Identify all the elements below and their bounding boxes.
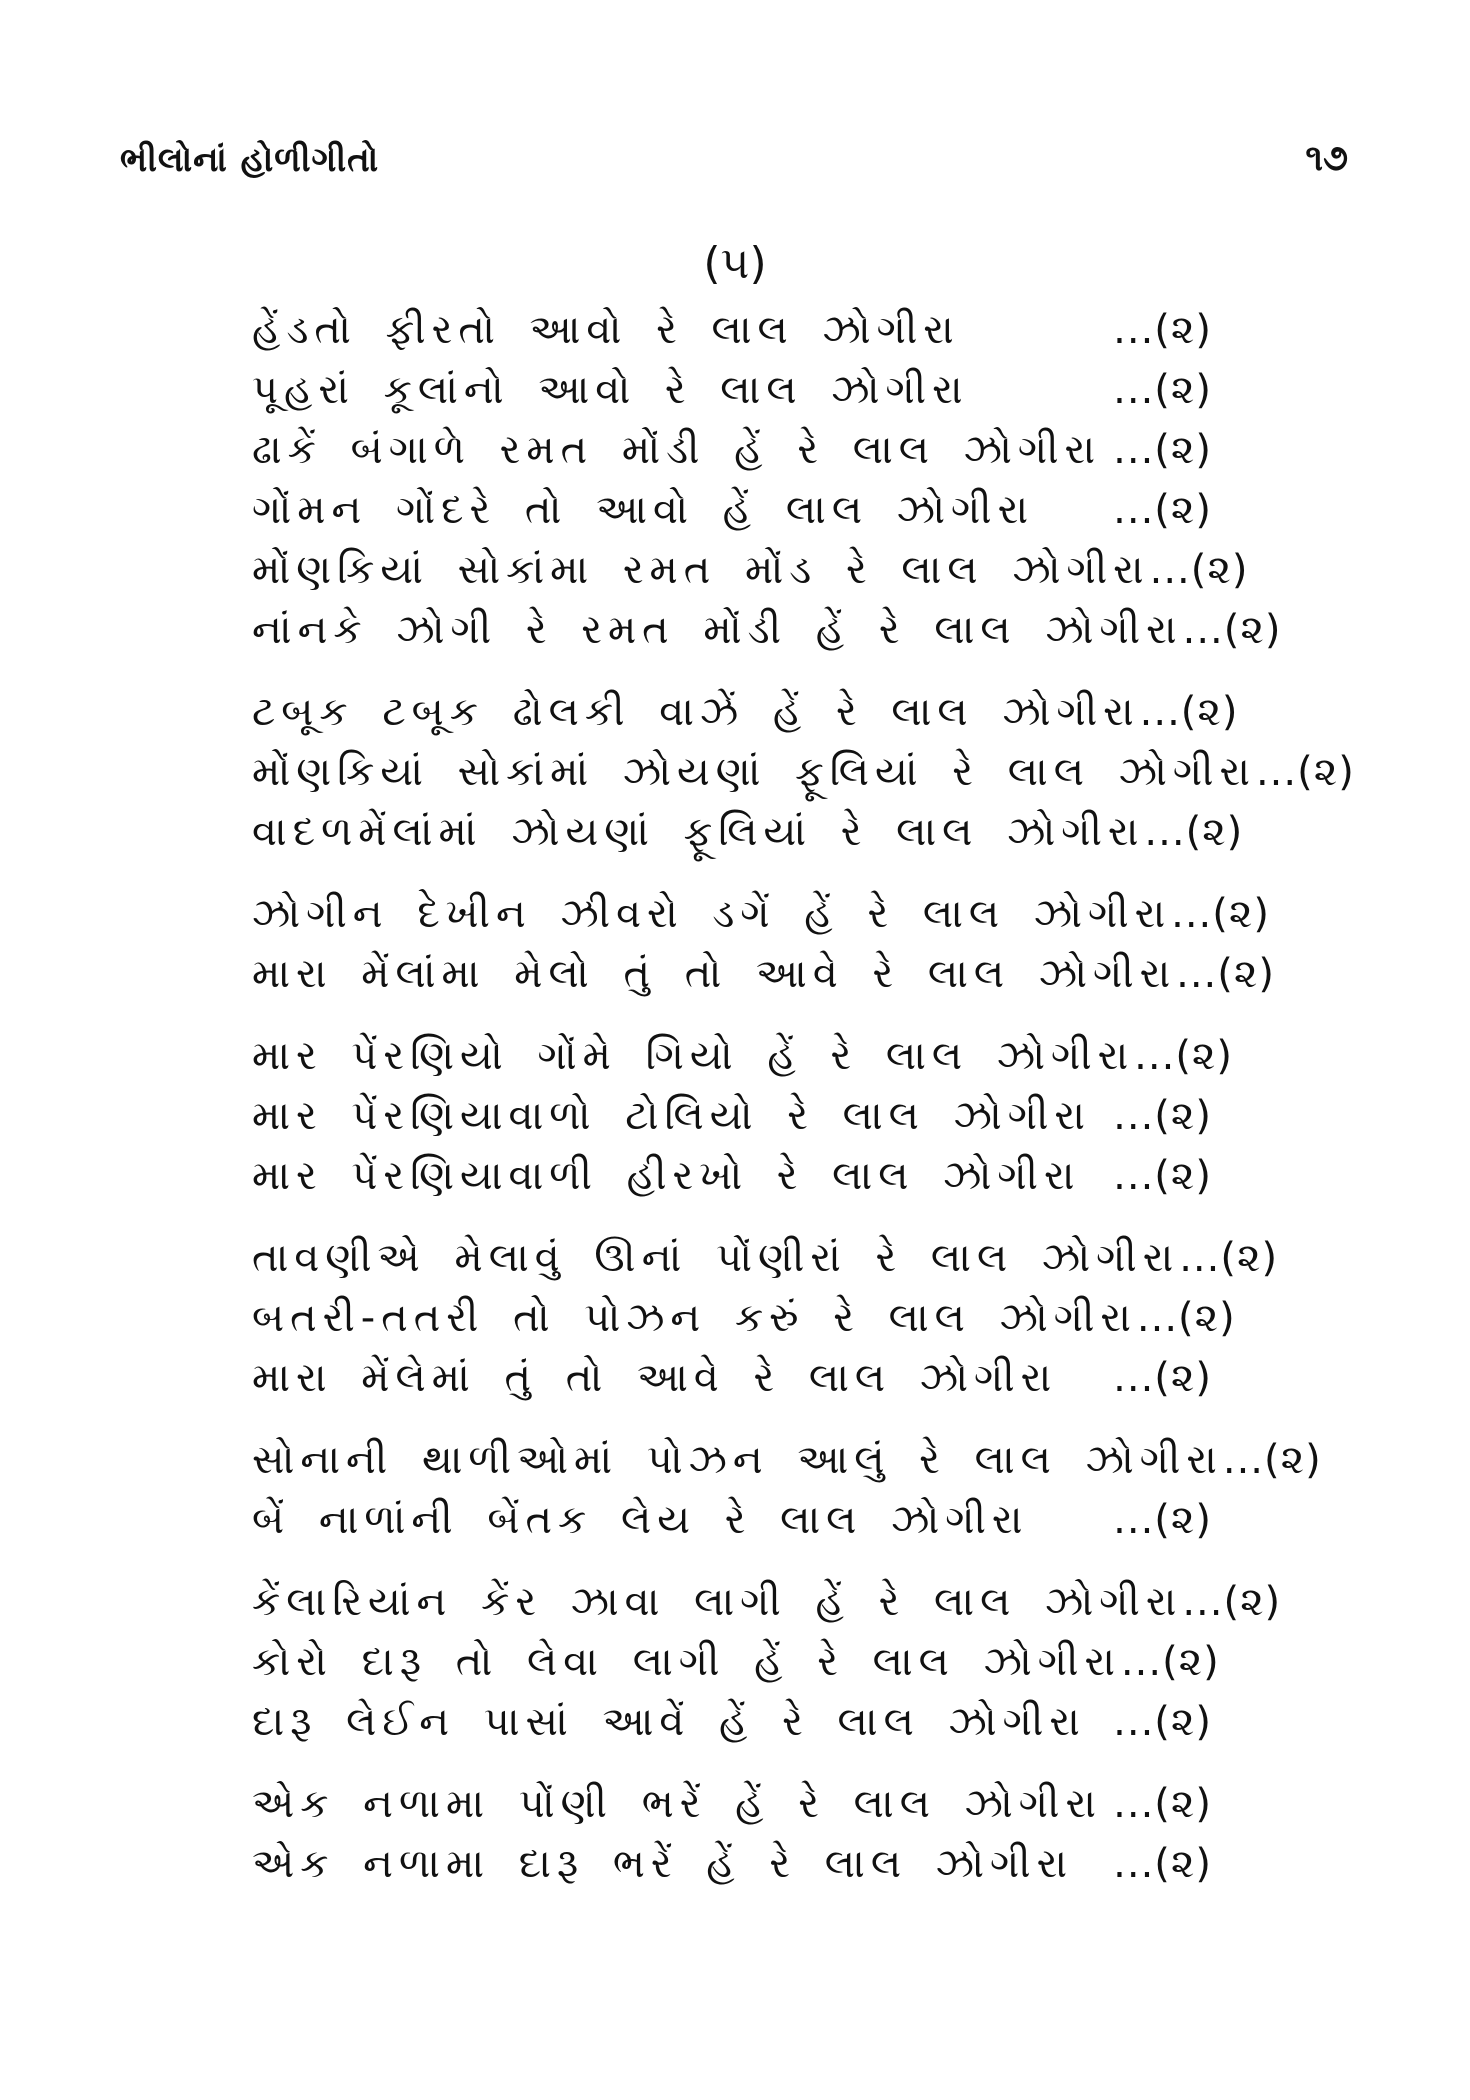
verse-line xyxy=(252,884,1270,944)
poem-number: (૫) xyxy=(703,238,767,289)
poem-body xyxy=(252,300,1355,1916)
stanza xyxy=(252,1774,1212,1894)
verse-text: તાવણીએ મેલાવું ઊનાં પોંણીરાં રે લાલ ઝોગીરા xyxy=(252,1235,1180,1281)
stanza xyxy=(252,300,1282,660)
verse-line xyxy=(252,1348,1212,1408)
refrain-mark: ...(૨) xyxy=(1113,1497,1212,1543)
refrain-mark: ...(૨) xyxy=(1176,951,1275,997)
verse-text: એક નળામા દારૂ ભરેં હેં રે લાલ ઝોગીરા xyxy=(252,1841,1074,1887)
verse-text: બતરી-તતરી તો પોઝન કરું રે લાલ ઝોગીરા xyxy=(252,1295,1137,1341)
refrain-mark: ...(૨) xyxy=(1113,1841,1212,1887)
verse-text: મોંણકિયાં સોકાંમા રમત મોંડ રે લાલ ઝોગીરા xyxy=(252,547,1150,593)
refrain-mark: ...(૨) xyxy=(1113,367,1212,413)
refrain-mark: ...(૨) xyxy=(1113,1781,1212,1827)
refrain-mark: ...(૨) xyxy=(1113,1153,1212,1199)
verse-text: ગોંમન ગોંદરે તો આવો હેં લાલ ઝોગીરા xyxy=(252,487,1035,533)
verse-text: માર પેંરણિયાવાળો ટોલિયો રે લાલ ઝોગીરા xyxy=(252,1093,1091,1139)
verse-text: કેંલારિયાંન કેંર ઝાવા લાગી હેં રે લાલ ઝોગીરા xyxy=(252,1579,1183,1625)
verse-line xyxy=(252,360,1212,420)
verse-line xyxy=(252,600,1282,660)
verse-line xyxy=(252,1430,1322,1490)
verse-line xyxy=(252,1692,1212,1752)
verse-line xyxy=(252,1774,1212,1834)
verse-line xyxy=(252,944,1275,1004)
refrain-mark: ...(૨) xyxy=(1149,547,1249,593)
stanza xyxy=(252,1228,1279,1408)
verse-text: સોનાની થાળીઓમાં પોઝન આલું રે લાલ ઝોગીરા xyxy=(252,1437,1223,1483)
verse-text: નાંનકે ઝોગી રે રમત મોંડી હેં રે લાલ ઝોગીરા xyxy=(252,607,1183,653)
verse-text: ઢાકેં બંગાળે રમત મોંડી હેં રે લાલ ઝોગીરા xyxy=(252,427,1102,473)
verse-text: હેંડતો ફીરતો આવો રે લાલ ઝોગીરા xyxy=(252,307,960,353)
verse-text: કોરો દારૂ તો લેવા લાગી હેં રે લાલ ઝોગીરા xyxy=(252,1639,1121,1685)
refrain-mark: ...(૨) xyxy=(1113,487,1212,533)
verse-line xyxy=(252,1026,1234,1086)
verse-line xyxy=(252,1572,1282,1632)
verse-line xyxy=(252,1490,1212,1550)
verse-line xyxy=(252,1288,1236,1348)
verse-text: એક નળામા પોંણી ભરેં હેં રે લાલ ઝોગીરા xyxy=(252,1781,1102,1827)
refrain-mark: ...(૨) xyxy=(1113,427,1212,473)
page-number: ૧૭ xyxy=(1305,138,1348,179)
verse-line xyxy=(252,1146,1212,1206)
verse-text: વાદળમેંલાંમાં ઝોયણાં ફૂલિયાં રે લાલ ઝોગીરા xyxy=(252,809,1145,855)
verse-line xyxy=(252,1632,1220,1692)
refrain-mark: ...(૨) xyxy=(1222,1437,1322,1483)
stanza xyxy=(252,1026,1234,1206)
verse-line xyxy=(252,1228,1279,1288)
verse-text: ઝોગીન દેખીન ઝીવરો ડગેં હેં રે લાલ ઝોગીરા xyxy=(252,891,1172,937)
refrain-mark: ...(૨) xyxy=(1113,307,1212,353)
refrain-mark: ...(૨) xyxy=(1136,1295,1236,1341)
verse-line xyxy=(252,420,1212,480)
refrain-mark: ...(૨) xyxy=(1144,809,1244,855)
refrain-mark: ...(૨) xyxy=(1182,1579,1282,1625)
verse-text: માર પેંરણિયો ગોંમે ગિયો હેં રે લાલ ઝોગીરા xyxy=(252,1033,1135,1079)
refrain-mark: ...(૨) xyxy=(1113,1355,1212,1401)
verse-text: માર પેંરણિયાવાળી હીરખો રે લાલ ઝોગીરા xyxy=(252,1153,1081,1199)
verse-text: બેં નાળાંની બેંતક લેય રે લાલ ઝોગીરા xyxy=(252,1497,1029,1543)
refrain-mark: ...(૨) xyxy=(1113,1093,1212,1139)
stanza xyxy=(252,1430,1322,1550)
verse-line xyxy=(252,802,1244,862)
verse-text: મારા મેંલાંમા મેલો તું તો આવે રે લાલ ઝોગીરા xyxy=(252,951,1177,997)
refrain-mark: ...(૨) xyxy=(1255,749,1355,795)
verse-line xyxy=(252,540,1249,600)
refrain-mark: ...(૨) xyxy=(1179,1235,1279,1281)
verse-line xyxy=(252,742,1355,802)
refrain-mark: ...(૨) xyxy=(1171,891,1270,937)
verse-line xyxy=(252,1834,1212,1894)
refrain-mark: ...(૨) xyxy=(1139,689,1239,735)
verse-text: દારૂ લેઈન પાસાં આવેં હેં રે લાલ ઝોગીરા xyxy=(252,1699,1086,1745)
running-title: ભીલોનાં હોળીગીતો xyxy=(120,140,380,180)
verse-text: પૂહરાં કૂલાંનો આવો રે લાલ ઝોગીરા xyxy=(252,367,969,413)
refrain-mark: ...(૨) xyxy=(1120,1639,1220,1685)
refrain-mark: ...(૨) xyxy=(1113,1699,1212,1745)
verse-line xyxy=(252,682,1239,742)
refrain-mark: ...(૨) xyxy=(1182,607,1282,653)
verse-line xyxy=(252,1086,1212,1146)
stanza xyxy=(252,884,1275,1004)
verse-text: ટબૂક ટબૂક ઢોલકી વાઝેં હેં રે લાલ ઝોગીરા xyxy=(252,689,1140,735)
stanza xyxy=(252,1572,1282,1752)
verse-line xyxy=(252,300,1212,360)
refrain-mark: ...(૨) xyxy=(1134,1033,1234,1079)
stanza xyxy=(252,682,1355,862)
verse-text: મારા મેંલેમાં તું તો આવે રે લાલ ઝોગીરા xyxy=(252,1355,1058,1401)
verse-line xyxy=(252,480,1212,540)
verse-text: મોંણકિયાં સોકાંમાં ઝોયણાં ફૂલિયાં રે લાલ ઝોગીરા xyxy=(252,749,1256,795)
